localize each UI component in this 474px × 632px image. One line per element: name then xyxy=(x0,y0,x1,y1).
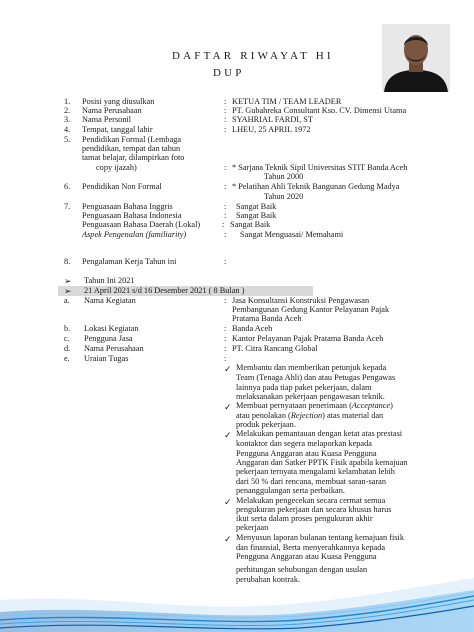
task-line: dan finansial, Berta menyerahkannya kepada xyxy=(236,543,386,552)
item-colon: : xyxy=(224,334,227,343)
field-value: Sangat Baik xyxy=(230,220,271,229)
item-letter: a. xyxy=(64,296,70,305)
field-label: pendidikan, tempat dan tahun xyxy=(82,144,181,153)
item-label: Lokasi Kegiatan xyxy=(84,324,139,333)
document-title: DAFTAR RIWAYAT HI xyxy=(172,50,334,62)
task-line: Menyusun laporan bulanan tentang kemajuan fisik xyxy=(236,533,404,542)
field-value: * Sarjana Teknik Sipil Universitas STIT Banda Aceh xyxy=(232,163,408,172)
person-photo xyxy=(382,24,450,92)
check-icon: ✓ xyxy=(224,364,232,374)
field-colon: : xyxy=(224,125,227,134)
task-line: Pengguna Anggaran atau Kuasa Pengguna xyxy=(236,449,377,458)
task-line: Membantu dan memberikan petunjuk kepada xyxy=(236,363,387,372)
field-number: 4. xyxy=(64,125,71,134)
field-colon: : xyxy=(224,97,227,106)
document-title-2: DUP xyxy=(213,67,245,79)
field-colon: : xyxy=(224,106,227,115)
task-line: kontaktor dan segera melaporkan kepada xyxy=(236,439,372,448)
field-value: KETUA TIM / TEAM LEADER xyxy=(232,97,342,106)
arrow-bullet-icon: ➢ xyxy=(64,286,72,296)
field-label: Pendidikan Formal (Lembaga xyxy=(82,135,182,144)
field-label: Aspek Pengenalan (familiarity) xyxy=(82,230,187,239)
field-value: Sangat Baik xyxy=(236,202,277,211)
item-colon: : xyxy=(224,324,227,333)
item-colon: : xyxy=(224,296,227,305)
field-colon: : xyxy=(224,182,227,191)
check-icon: ✓ xyxy=(224,402,232,412)
task-line: Melakukan pengecekan secara cermat semua xyxy=(236,496,386,505)
arrow-bullet-icon: ➢ xyxy=(64,276,72,286)
field-number: 5. xyxy=(64,135,71,144)
field-value: Sangat Baik xyxy=(236,211,277,220)
task-line: perubahan kontrak. xyxy=(236,575,301,584)
field-value: * Pelatihan Ahli Teknik Bangunan Gedung Madya xyxy=(232,182,400,191)
field-label: Pendidikan Non Formal xyxy=(82,182,162,191)
task-line: lainnya pada tiap paket pekerjaan, dalam xyxy=(236,383,372,392)
item-colon: : xyxy=(224,354,227,363)
item-letter: e. xyxy=(64,354,70,363)
field-label: Posisi yang diusulkan xyxy=(82,97,155,106)
item-label: Pengguna Jasa xyxy=(84,334,133,343)
field-value: PT. Gubahreka Consultant Kso. CV. Dimensi Utama xyxy=(232,106,407,115)
field-number: 2. xyxy=(64,106,71,115)
field-value: Sangat Menguasai/ Memahami xyxy=(240,230,344,239)
item-label: Nama Kegiatan xyxy=(84,296,136,305)
field-value: LHEU, 25 APRIL 1972 xyxy=(232,125,311,134)
check-icon: ✓ xyxy=(224,430,232,440)
task-line: melaksanakan pekerjaan pengawasan teknik. xyxy=(236,392,385,401)
task-line: produk pekerjaan. xyxy=(236,420,296,429)
task-line: pekerjaan xyxy=(236,523,269,532)
field-label: Nama Perusahaan xyxy=(82,106,142,115)
task-line: Membuat pernyataan penerimaan (Acceptance) xyxy=(236,401,393,410)
task-line: Melakukan pemantauan dengan ketat atas prestasi xyxy=(236,429,403,438)
field-label: Penguasaan Bahasa Daerah (Lokal) xyxy=(82,220,201,229)
task-line: Anggaran dan Satker PPTK Fisik apabila kemajuan xyxy=(236,458,408,467)
experience-year: Tahun Ini 2021 xyxy=(84,276,135,285)
field-label: tamat belajar, dilampirkan foto xyxy=(82,153,185,162)
field-colon: : xyxy=(224,163,227,172)
blue-wave-decoration xyxy=(0,560,474,632)
field-value: Tahun 2000 xyxy=(264,172,304,181)
field-number: 1. xyxy=(64,97,71,106)
task-line: penanggulangan serta perbaikan. xyxy=(236,486,345,495)
task-line: Team (Tenaga Ahli) dan atau Petugas Pengawas xyxy=(236,373,396,382)
task-line: pekerjaan ternyata mengalami kelambatan lebih xyxy=(236,467,395,476)
item-label: Uraian Tugas xyxy=(84,354,129,363)
task-line: perhitungan sehubungan dengan usulan xyxy=(236,565,368,574)
field-label: Pengalaman Kerja Tahun ini xyxy=(82,257,177,266)
task-line: dari 50 % dari rencana, membuat saran-saran xyxy=(236,477,386,486)
field-value: Tahun 2020 xyxy=(264,192,304,201)
field-label: Penguasaan Bahasa Inggris xyxy=(82,202,173,211)
field-label: Nama Personil xyxy=(82,115,132,124)
field-colon: : xyxy=(224,202,227,211)
item-colon: : xyxy=(224,344,227,353)
field-number: 3. xyxy=(64,115,71,124)
task-line: Pengguna Anggaran atau Kuasa Pengguna xyxy=(236,552,377,561)
item-value: Pratama Banda Aceh xyxy=(232,314,302,323)
item-letter: b. xyxy=(64,324,71,333)
item-value: PT. Citra Rancang Global xyxy=(232,344,318,353)
field-number: 6. xyxy=(64,182,71,191)
task-line: pengukuran pekerjaan dan secara khusus harus xyxy=(236,505,392,514)
task-line: atau penolakan (Rejection) atas material dan xyxy=(236,411,384,420)
item-label: Nama Perusahaan xyxy=(84,344,144,353)
field-label: Tempat, tanggal lahir xyxy=(82,125,153,134)
item-letter: d. xyxy=(64,344,71,353)
field-colon: : xyxy=(222,220,225,229)
check-icon: ✓ xyxy=(224,534,232,544)
field-colon: : xyxy=(224,230,227,239)
check-icon: ✓ xyxy=(224,497,232,507)
field-label: copy ijazah) xyxy=(96,163,137,172)
task-line: ikut serta dalam proses pengukuran akhir xyxy=(236,514,373,523)
field-colon: : xyxy=(224,211,227,220)
item-value: Jasa Konsultansi Konstruksi Pengawasan xyxy=(232,296,370,305)
field-number: 7. xyxy=(64,202,71,211)
item-value: Banda Aceh xyxy=(232,324,273,333)
field-value: SYAHRIAL FARDI, ST xyxy=(232,115,313,124)
item-value: Kantor Pelayanan Pajak Pratama Banda Aceh xyxy=(232,334,384,343)
field-colon: : xyxy=(224,257,227,266)
experience-period: 21 April 2021 s/d 16 Desember 2021 ( 8 Bulan ) xyxy=(84,286,245,295)
field-colon: : xyxy=(224,115,227,124)
field-label: Penguasaan Bahasa Indonesia xyxy=(82,211,182,220)
field-number: 8. xyxy=(64,257,71,266)
item-letter: c. xyxy=(64,334,70,343)
item-value: Pembangunan Gedung Kantor Pelayanan Pajak xyxy=(232,305,390,314)
